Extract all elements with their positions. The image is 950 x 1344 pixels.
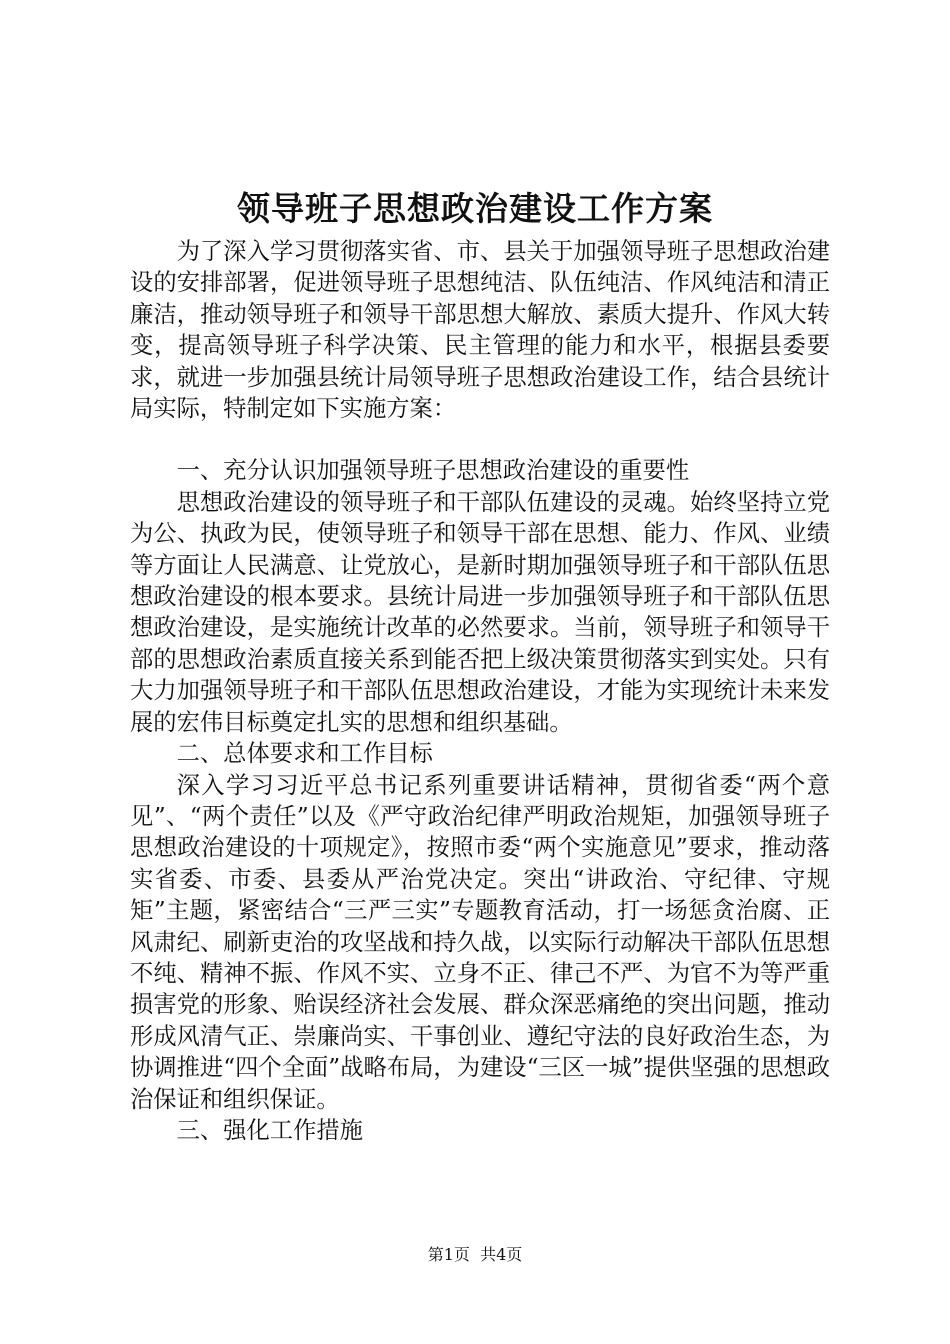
section-2-heading: 二、总体要求和工作目标 xyxy=(176,740,433,768)
document-title: 领导班子思想政治建设工作方案 xyxy=(237,189,713,228)
section-1-heading: 一、充分认识加强领导班子思想政治建设的重要性 xyxy=(176,457,690,485)
paragraph-gap xyxy=(130,424,830,455)
section-2-paragraph: 深入学习习近平总书记系列重要讲话精神，贯彻省委“两个意见”、“两个责任”以及《严守政治纪律严明政治规矩，加强领导班子思想政治建设的十项规定》，按照市委“两个实施意见”要求，推动落实省委、市委、县委从严治党决定。突出“讲政治、守纪律、守规矩”主题，紧密结合“三严三实”专题教育活动，打一场惩贪治腐、正风肃纪、刷新吏治的攻坚战和持久战，以实际行动解决干部队伍思想不纯、精神不振、作风不实、立身不正、律己不严、为官不为等严重损害党的形象、贻误经济社会发展、群众深恶痛绝的突出问题，推动形成风清气正、崇廉尚实、干事创业、遵纪守法的良好政治生态，为协调推进“四个全面”战略布局，为建设“三区一城”提供坚强的思想政治保证和组织保证。 xyxy=(130,771,830,1113)
section-1-paragraph: 思想政治建设的领导班子和干部队伍建设的灵魂。始终坚持立党为公、执政为民，使领导班子和领导干部在思想、能力、作风、业绩等方面让人民满意、让党放心，是新时期加强领导班子和干部队伍思想政治建设的根本要求。县统计局进一步加强领导班子和干部队伍思想政治建设，是实施统计改革的必然要求。当前，领导班子和领导干部的思想政治素质直接关系到能否把上级决策贯彻落实到实处。只有大力加强领导班子和干部队伍思想政治建设，才能为实现统计未来发展的宏伟目标奠定扎实的思想和组织基础。 xyxy=(130,488,830,736)
section-3-heading: 三、强化工作措施 xyxy=(176,1116,363,1144)
page-number-footer: 第1页 共4页 xyxy=(427,1245,523,1264)
intro-paragraph: 为了深入学习贯彻落实省、市、县关于加强领导班子思想政治建设的安排部署，促进领导班子思想纯洁、队伍纯洁、作风纯洁和清正廉洁，推动领导班子和领导干部思想大解放、素质大提升、作风大转变，提高领导班子科学决策、民主管理的能力和水平，根据县委要求，就进一步加强县统计局领导班子思想政治建设工作，结合县统计局实际，特制定如下实施方案： xyxy=(130,238,830,423)
document-body xyxy=(130,236,830,1146)
